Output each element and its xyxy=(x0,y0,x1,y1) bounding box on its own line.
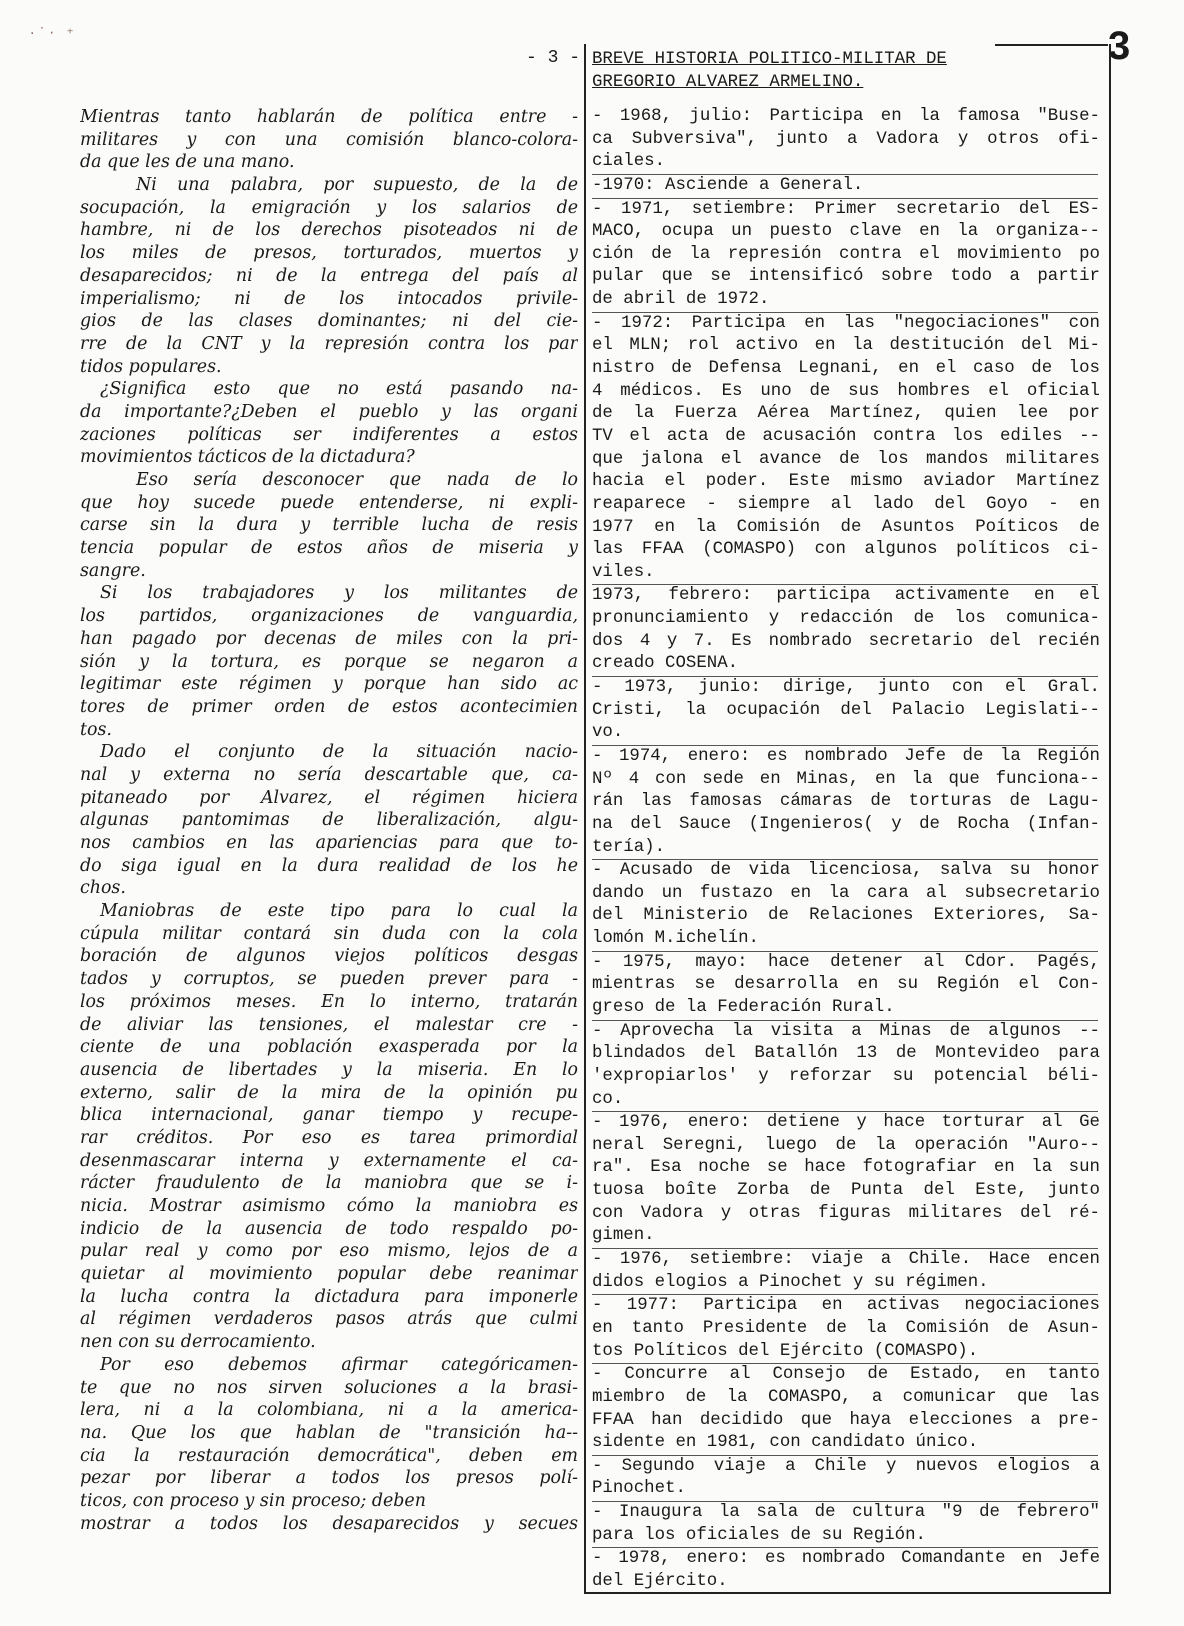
text-line: tidos populares. xyxy=(80,356,222,377)
chronology-title xyxy=(592,48,947,94)
chronology-line: con Vadora y otras figuras militares del ré- xyxy=(592,1203,1100,1223)
text-line: te que no nos sirven soluciones a la brasi- xyxy=(80,1377,578,1398)
chronology-line: - 1971, setiembre: Primer secretario del ES- xyxy=(592,199,1100,219)
chronology-line: - Concurre al Consejo de Estado, en tanto xyxy=(592,1365,1100,1385)
text-line: da importante?¿Deben el pueblo y las organi xyxy=(80,401,578,422)
page-number-small: - 3 - xyxy=(526,48,581,68)
text-line: Ni una palabra, por supuesto, de la de xyxy=(136,175,578,196)
text-line: imperialismo; ni de los intocados privile- xyxy=(80,288,578,309)
chronology-line: del Ejército. xyxy=(592,1572,728,1591)
chronology-line: - 1976, setiembre: viaje a Chile. Hace encen xyxy=(592,1250,1100,1270)
text-line: Maniobras de este tipo para lo cual la xyxy=(100,901,578,922)
text-line: blica internacional, ganar tiempo y recupe- xyxy=(80,1105,578,1126)
chronology-line: dando un fustazo en la cara al subsecretario xyxy=(592,883,1100,903)
text-line: lera, ni a la colombiana, ni a la america- xyxy=(80,1400,578,1421)
chronology-line: ra". Esa noche se hace fotografiar en la sun xyxy=(592,1158,1100,1178)
chronology-line: tuosa boîte Zorba de Punta del Este, junto xyxy=(592,1181,1100,1201)
text-line: Si los trabajadores y los militantes de xyxy=(100,583,578,604)
chronology-line: que jalona el avance de los mandos militares xyxy=(592,449,1100,469)
text-line: desenmascarar interna y externamente el ca- xyxy=(80,1150,578,1171)
chronology-line: hacia el poder. Este mismo aviador Martínez xyxy=(592,472,1100,492)
chronology-line: lomón M.ichelín. xyxy=(592,929,759,949)
text-line: nicia. Mostrar asimismo cómo la maniobra es xyxy=(80,1196,578,1216)
text-line: que hoy sucede puede entenderse, ni expli- xyxy=(80,492,578,513)
chronology-line: - 1968, julio: Participa en la famosa "Buse- xyxy=(592,107,1100,126)
text-line: quietar al movimiento popular debe reanimar xyxy=(80,1264,578,1285)
box-top-rule xyxy=(995,44,1108,46)
chronology-line: - 1972: Participa en las "negociaciones" con xyxy=(592,313,1100,333)
text-line: pitaneado por Alvarez, el régimen hiciera xyxy=(80,787,578,808)
chronology-line: mientras se desarrolla en su Región el Con- xyxy=(592,975,1100,995)
chronology-line: gimen. xyxy=(592,1226,655,1246)
chronology-line: - Acusado de vida licenciosa, salva su honor xyxy=(592,861,1100,881)
text-line: sión y la tortura, es porque se negaron a xyxy=(80,651,578,672)
text-line: socupación, la emigración y los salarios de xyxy=(80,197,578,218)
chronology-line: MACO, ocupa un puesto clave en la organiza-- xyxy=(592,222,1100,242)
chronology-line: dos 4 y 7. Es nombrado secretario del recién xyxy=(592,631,1100,651)
chronology-line: creado COSENA. xyxy=(592,654,739,674)
text-line: sangre. xyxy=(80,560,146,581)
text-line: nen con su derrocamiento. xyxy=(80,1332,316,1353)
left-column-text xyxy=(80,106,578,1535)
chronology-line: ciales. xyxy=(592,152,666,172)
page-number-large: 3 xyxy=(1108,24,1131,68)
scan-smudge: ·˙‧ ⁺ xyxy=(30,26,78,42)
text-line: nal y externa no sería descartable que, ca- xyxy=(80,764,578,785)
chronology-line: - 1977: Participa en activas negociaciones xyxy=(592,1296,1100,1316)
chronology-line: co. xyxy=(592,1089,624,1109)
text-line: pular real y como por eso mismo, lejos de a xyxy=(80,1241,578,1262)
chronology-line: de la Fuerza Aérea Martínez, quien lee por xyxy=(592,404,1100,424)
chronology-line: blindados del Batallón 13 de Montevideo para xyxy=(592,1044,1100,1064)
chronology-line: en tanto Presidente de la Comisión de Asun- xyxy=(592,1318,1100,1338)
chronology-line: de abril de 1972. xyxy=(592,290,770,310)
chronology-line: reaparece - siempre al lado del Goyo - en xyxy=(592,494,1100,514)
chronology-line: 'expropiarlos' y reforzar su potencial béli- xyxy=(592,1066,1100,1086)
text-line: rre de la CNT y la represión contra los par xyxy=(80,333,578,354)
text-line: cia la restauración democrática", deben em xyxy=(80,1445,578,1466)
text-line: gios de las clases dominantes; ni del cie- xyxy=(80,311,578,332)
text-line: rácter fraudulento de la maniobra que se i- xyxy=(80,1173,578,1194)
text-line: cúpula militar contará sin duda con la cola xyxy=(80,923,578,944)
text-line: tos. xyxy=(80,719,112,740)
chronology-line: viles. xyxy=(592,562,655,582)
text-line: desaparecidos; ni de la entrega del país al xyxy=(80,265,578,286)
text-line: ticos, con proceso y sin proceso; deben xyxy=(80,1490,426,1511)
title-line: BREVE HISTORIA POLITICO-MILITAR DE xyxy=(592,50,947,69)
chronology-line: Pinochet. xyxy=(592,1479,686,1499)
chronology-list xyxy=(592,106,1100,1594)
text-line: hambre, ni de los derechos pisoteados ni de xyxy=(80,220,578,241)
text-line: zaciones políticas ser indiferentes a estos xyxy=(80,424,578,445)
chronology-line: pular que se intensificó sobre todo a partir xyxy=(592,267,1100,287)
chronology-line: del Ministerio de Relaciones Exteriores, Sa- xyxy=(592,906,1100,926)
title-line: GREGORIO ALVAREZ ARMELINO. xyxy=(592,73,864,92)
text-line: mostrar a todos los desaparecidos y secues xyxy=(80,1513,578,1534)
text-line: nos cambios en las apariencias para que to- xyxy=(80,833,578,853)
chronology-line: rán las famosas cámaras de torturas de Lagu- xyxy=(592,792,1100,812)
text-line: militares y con una comisión blanco-colora- xyxy=(80,129,578,150)
text-line: externo, salir de la mira de la opinión pu xyxy=(80,1082,578,1103)
text-line: boración de algunos viejos políticos desgas xyxy=(80,946,578,967)
chronology-line: FFAA han decidido que haya elecciones a pre- xyxy=(592,1410,1100,1430)
text-line: do siga igual en la dura realidad de los he xyxy=(80,855,578,876)
chronology-line: miembro de la COMASPO, a comunicar que las xyxy=(592,1387,1100,1407)
text-line: indicio de la ausencia de todo respaldo po- xyxy=(80,1218,578,1239)
chronology-line: tos Políticos del Ejército (COMASPO). xyxy=(592,1341,979,1361)
chronology-line: sidente en 1981, con candidato único. xyxy=(592,1433,979,1453)
chronology-line: - Segundo viaje a Chile y nuevos elogios a xyxy=(592,1456,1100,1476)
text-line: de aliviar las tensiones, el malestar cre - xyxy=(80,1014,578,1035)
chronology-line: - 1975, mayo: hace detener al Cdor. Pagés, xyxy=(592,952,1100,972)
text-line: algunas pantomimas de liberalización, algu- xyxy=(80,810,578,831)
chronology-line: - 1976, enero: detiene y hace torturar al Ge xyxy=(592,1113,1100,1133)
text-line: la lucha contra la dictadura para imponerle xyxy=(80,1286,578,1307)
chronology-line: Cristi, la ocupación del Palacio Legislati-- xyxy=(592,700,1100,720)
chronology-line: para los oficiales de su Región. xyxy=(592,1525,926,1545)
chronology-line: - 1973, junio: dirige, junto con el Gral. xyxy=(592,678,1100,698)
chronology-line: 1973, febrero: participa activamente en el xyxy=(592,586,1100,606)
text-line: legitimar este régimen y porque han sido ac xyxy=(80,674,578,695)
chronology-line: greso de la Federación Rural. xyxy=(592,997,895,1017)
text-line: ciente de una población exasperada por la xyxy=(80,1037,578,1058)
text-line: Por eso debemos afirmar categóricamen- xyxy=(100,1354,578,1375)
chronology-line: neral Seregni, luego de la operación "Auro-- xyxy=(592,1135,1100,1155)
text-line: Mientras tanto hablarán de política entre - xyxy=(80,107,578,127)
text-line: tencia popular de estos años de miseria y xyxy=(80,538,578,559)
text-line: ausencia de libertades y la miseria. En lo xyxy=(80,1059,578,1080)
chronology-line: -1970: Asciende a General. xyxy=(592,175,864,195)
chronology-line: - 1978, enero: es nombrado Comandante en Jefe xyxy=(592,1549,1100,1569)
chronology-line: 1977 en la Comisión de Asuntos Poíticos de xyxy=(592,517,1100,537)
chronology-line: - Aprovecha la visita a Minas de algunos -- xyxy=(592,1021,1100,1041)
chronology-line: ca Subversiva", junto a Vadora y otros ofi- xyxy=(592,129,1100,149)
text-line: movimientos tácticos de la dictadura? xyxy=(80,447,415,468)
chronology-line: na del Sauce (Ingenieros( y de Rocha (Infan- xyxy=(592,814,1100,834)
text-line: los miles de presos, torturados, muertos y xyxy=(80,243,578,264)
chronology-line: TV el acta de acusación contra los ediles -- xyxy=(592,426,1100,446)
chronology-line: vo. xyxy=(592,723,624,743)
chronology-line: las FFAA (COMASPO) con algunos políticos ci- xyxy=(592,540,1100,560)
text-line: rar créditos. Por eso es tarea primordial xyxy=(80,1127,578,1148)
chronology-line: - 1974, enero: es nombrado Jefe de la Región xyxy=(592,746,1100,766)
text-line: tados y corruptos, se pueden prever para - xyxy=(80,969,578,990)
text-line: chos. xyxy=(80,878,126,899)
text-line: al régimen verdaderos pasos atrás que culmi xyxy=(80,1309,578,1330)
text-line: Eso sería desconocer que nada de lo xyxy=(136,470,578,490)
text-line: tores de primer orden de estos acontecimien xyxy=(80,696,578,717)
chronology-line: - Inaugura la sala de cultura "9 de febrero" xyxy=(592,1503,1100,1523)
text-line: los próximos meses. En lo interno, tratarán xyxy=(80,991,578,1012)
text-line: los partidos, organizaciones de vanguardia, xyxy=(80,606,578,627)
text-line: ¿Significa esto que no está pasando na- xyxy=(100,379,578,400)
text-line: carse sin la dura y terrible lucha de resis xyxy=(80,515,578,536)
chronology-line: Nº 4 con sede en Minas, en la que funciona-- xyxy=(592,769,1100,789)
text-line: na. Que los que hablan de "transición ha-- xyxy=(80,1422,578,1443)
text-line: da que les de una mano. xyxy=(80,152,295,173)
chronology-line: nistro de Defensa Legnani, en el caso de los xyxy=(592,359,1100,379)
text-line: Dado el conjunto de la situación nacio- xyxy=(100,742,578,763)
chronology-line: didos elogios a Pinochet y su régimen. xyxy=(592,1272,989,1292)
chronology-line: el MLN; rol activo en la destitución del Mi- xyxy=(592,336,1100,356)
chronology-line: tería). xyxy=(592,837,666,857)
text-line: han pagado por decenas de miles con la pri- xyxy=(80,628,578,649)
chronology-line: 4 médicos. Es uno de sus hombres el oficial xyxy=(592,381,1100,401)
chronology-line: pronunciamiento y redacción de los comunica- xyxy=(592,609,1100,629)
text-line: pezar por liberar a todos los presos polí- xyxy=(80,1468,578,1489)
chronology-line: ción de la represión contra el movimiento po xyxy=(592,244,1100,264)
